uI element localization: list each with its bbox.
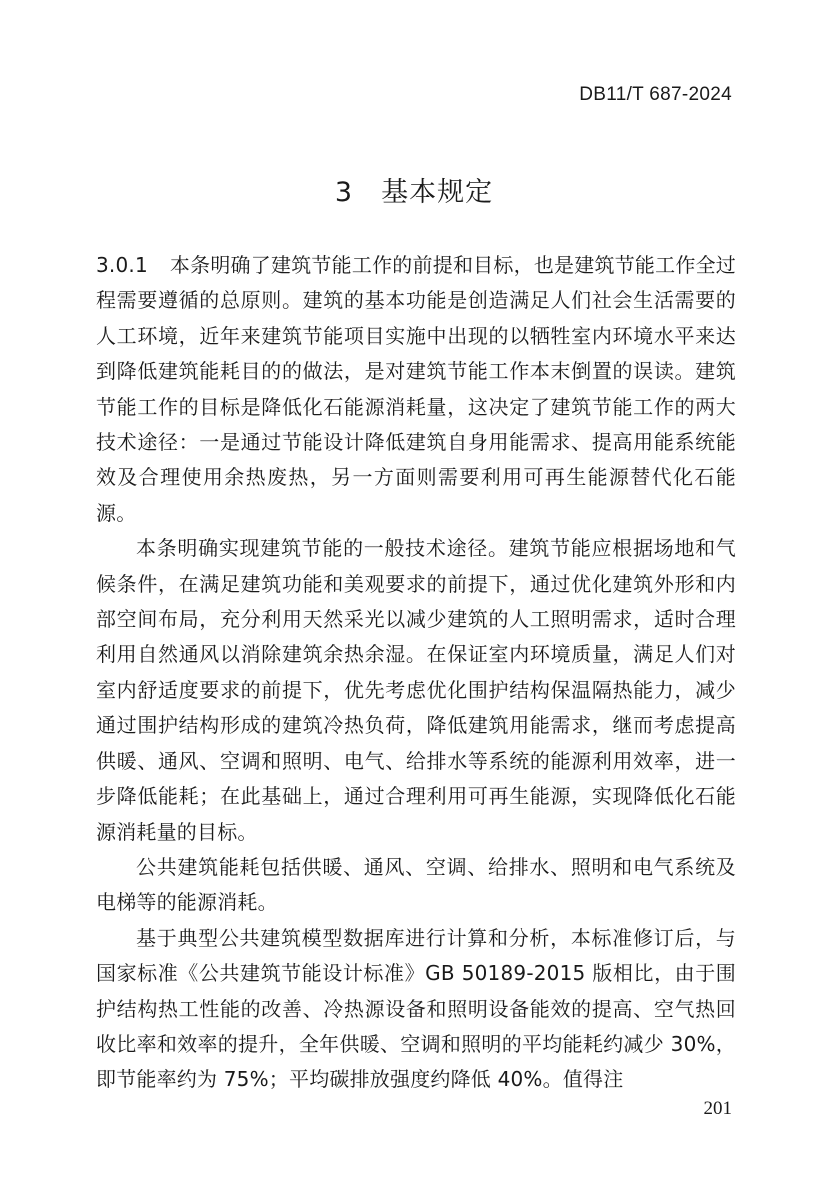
paragraph-3: 公共建筑能耗包括供暖、通风、空调、给排水、照明和电气系统及电梯等的能源消耗。 (96, 854, 736, 915)
paragraph-4: 基于典型公共建筑模型数据库进行计算和分析，本标准修订后，与国家标准《公共建筑节能设计标准》GB 50189-2015 版相比，由于围护结构热工性能的改善、冷热源设备和照明设备能效的提高、空气热回收比率和效率的提升，全年供暖、空调和照明的平均能耗约减少 30%，即节能率约为 75%；平均碳排放强度约降低 40%。值得注 (96, 925, 736, 1092)
section-title: 基本规定 (381, 177, 494, 208)
section-number: 3 (334, 177, 354, 208)
clause-body (96, 248, 736, 1098)
document-code: DB11/T 687-2024 (579, 84, 732, 105)
paragraph-1 (96, 248, 736, 531)
clause-number: 3.0.1 (96, 253, 148, 277)
paragraph-1-text: 本条明确了建筑节能工作的前提和目标，也是建筑节能工作全过程需要遵循的总原则。建筑的基本功能是创造满足人们社会生活需要的人工环境，近年来建筑节能项目实施中出现的以牺牲室内环境水平来达到降低建筑能耗目的的做法，是对建筑节能工作本末倒置的误读。建筑节能工作的目标是降低化石能源消耗量，这决定了建筑节能工作的两大技术途径：一是通过节能设计降低建筑自身用能需求、提高用能系统能效及合理使用余热废热，另一方面则需要利用可再生能源替代化石能源。 (96, 253, 736, 525)
paragraph-2: 本条明确实现建筑节能的一般技术途径。建筑节能应根据场地和气候条件，在满足建筑功能和美观要求的前提下，通过优化建筑外形和内部空间布局，充分利用天然采光以减少建筑的人工照明需求，适时合理利用自然通风以消除建筑余热余湿。在保证室内环境质量，满足人们对室内舒适度要求的前提下，优先考虑优化围护结构保温隔热能力，减少通过围护结构形成的建筑冷热负荷，降低建筑用能需求，继而考虑提高供暖、通风、空调和照明、电气、给排水等系统的能源利用效率，进一步降低能耗；在此基础上，通过合理利用可再生能源，实现降低化石能源消耗量的目标。 (96, 536, 736, 844)
section-heading (0, 170, 828, 209)
page-number: 201 (703, 1098, 732, 1119)
